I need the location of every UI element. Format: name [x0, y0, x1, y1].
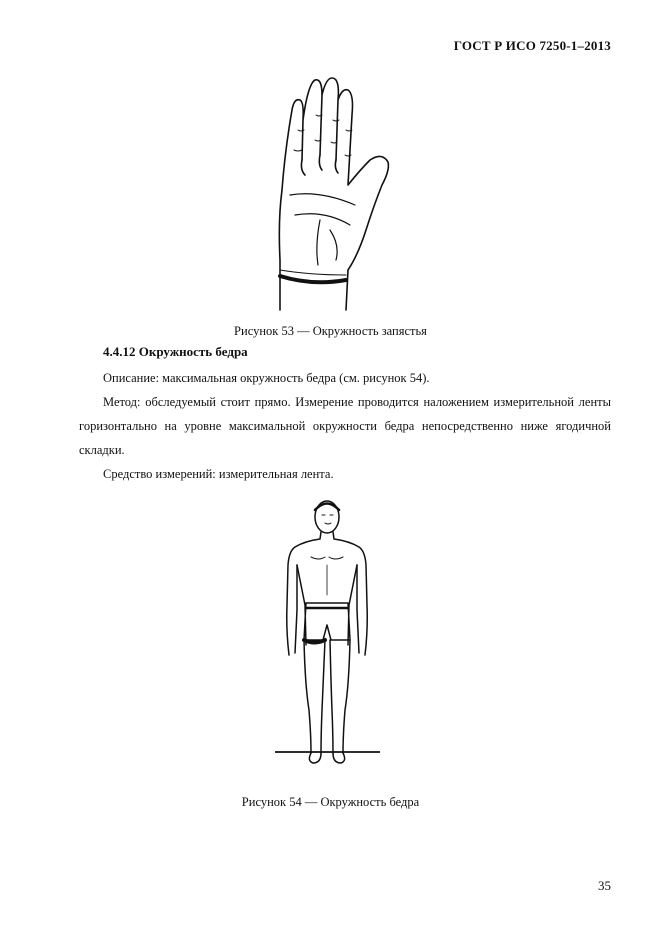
figure-54-caption: Рисунок 54 — Окружность бедра: [241, 795, 420, 809]
figure-54: [275, 495, 380, 770]
hand-wrist-drawing-icon: [270, 70, 400, 315]
document-header: ГОСТ Р ИСО 7250-1–2013: [453, 38, 611, 53]
page-number: 35: [598, 878, 611, 893]
figure-53: [270, 70, 400, 315]
standing-person-drawing-icon: [275, 495, 380, 770]
method-paragraph: Метод: обследуемый стоит прямо. Измерение проводится наложением измерительной ленты горизонтально на уровне максимальной окружности бедра непосредственно ниже ягодичной складки.: [79, 395, 611, 457]
section-heading: 4.4.12 Окружность бедра: [103, 344, 248, 359]
tool-paragraph: Средство измерений: измерительная лента.: [103, 467, 334, 481]
figure-53-caption: Рисунок 53 — Окружность запястья: [234, 324, 427, 338]
description-paragraph: Описание: максимальная окружность бедра (см. рисунок 54).: [103, 371, 430, 385]
